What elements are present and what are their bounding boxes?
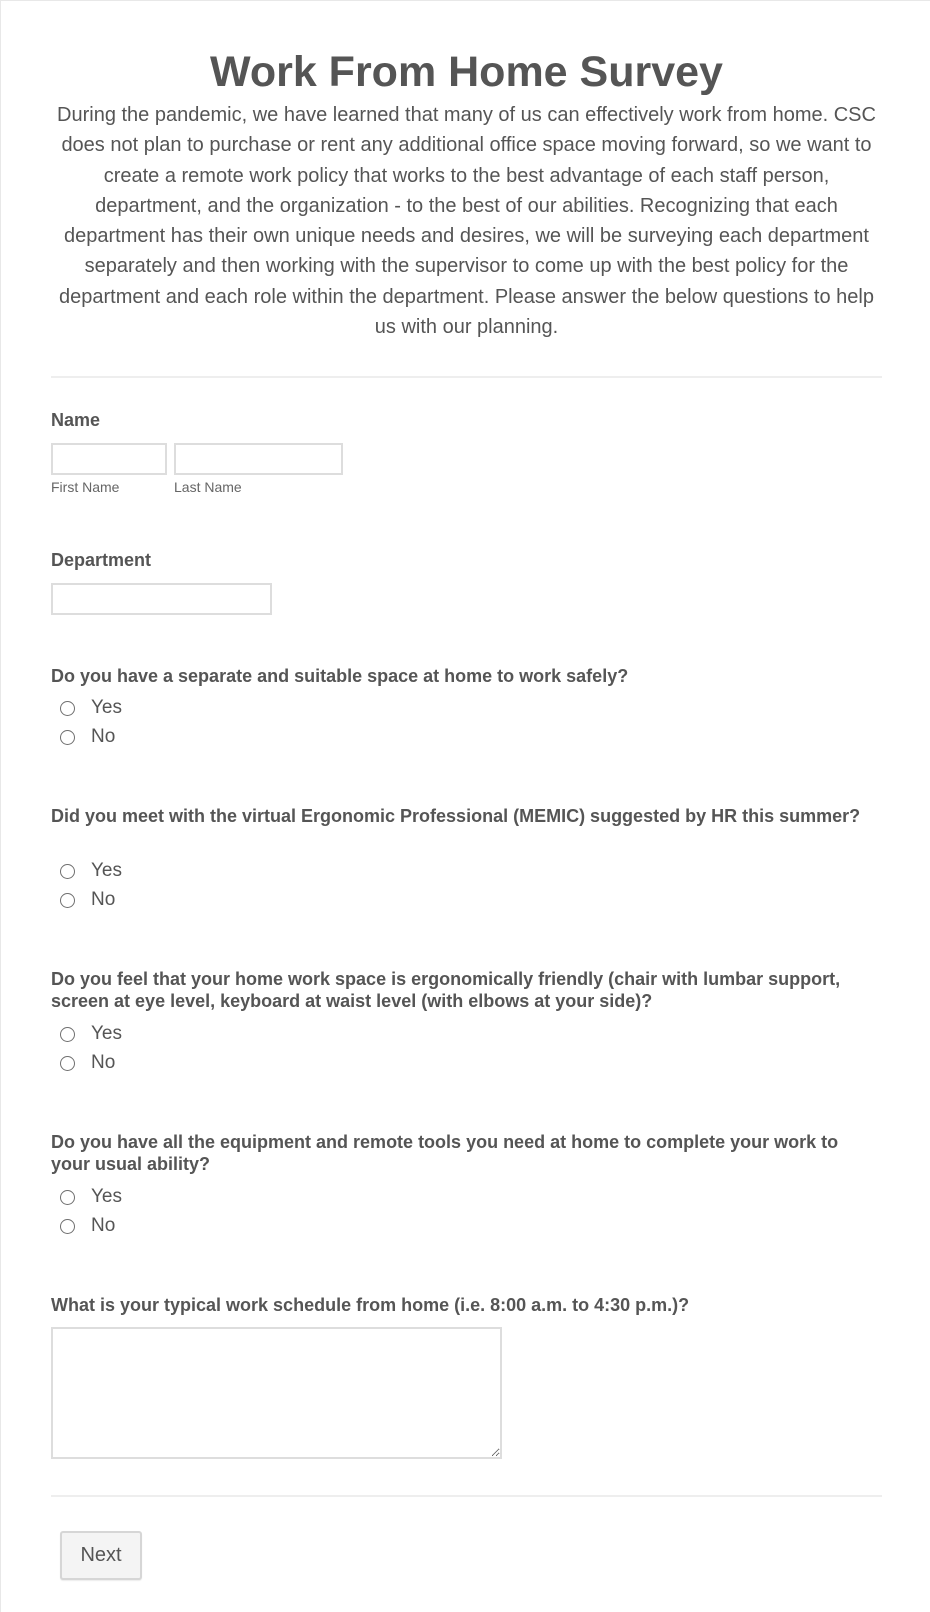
option-label: Yes (91, 1186, 122, 1207)
option-label: No (91, 726, 116, 747)
radio-button-icon[interactable] (60, 1190, 75, 1205)
last-name-input[interactable] (174, 443, 343, 475)
department-label: Department (51, 550, 152, 570)
option-label: No (91, 1052, 116, 1073)
radio-button-icon[interactable] (60, 1056, 75, 1071)
option-label: Yes (91, 1023, 122, 1044)
footer-divider (51, 1495, 882, 1497)
question-2-option-yes[interactable] (60, 858, 122, 884)
question-3-label: Do you feel that your home work space is ergonomically friendly (chair with lumbar support, screen at eye level, keyboard at waist level (with elbows at your side)? (51, 969, 841, 1011)
question-1-option-no[interactable] (60, 724, 115, 750)
first-name-sublabel: First Name (51, 479, 120, 495)
radio-button-icon[interactable] (60, 1219, 75, 1234)
radio-button-icon[interactable] (60, 864, 75, 879)
question-4-option-yes[interactable] (60, 1184, 122, 1210)
radio-button-icon[interactable] (60, 730, 75, 745)
question-3-option-no[interactable] (60, 1050, 115, 1076)
radio-button-icon[interactable] (60, 1027, 75, 1042)
department-input[interactable] (51, 583, 272, 615)
option-label: No (91, 1215, 116, 1236)
question-4-option-no[interactable] (60, 1213, 115, 1239)
schedule-label: What is your typical work schedule from home (i.e. 8:00 a.m. to 4:30 p.m.)? (51, 1295, 690, 1315)
schedule-textarea[interactable] (51, 1327, 502, 1459)
last-name-sublabel: Last Name (174, 479, 242, 495)
question-1-label: Do you have a separate and suitable space at home to work safely? (51, 666, 629, 686)
survey-description: During the pandemic, we have learned that many of us can effectively work from home. CSC does not plan to purchase or rent any additional office space moving forward, so we want to create a remote work policy that works to the best advantage of each staff person, department, and the organization - to the best of our abilities. Recognizing that each department has their own unique needs and desires, we will be surveying each department separately and then working with the supervisor to come up with the best policy for the department and each role within the department. Please answer the below questions to help us with our planning. (57, 104, 876, 339)
page-title: Work From Home Survey (210, 48, 723, 96)
question-3-option-yes[interactable] (60, 1021, 122, 1047)
question-1-option-yes[interactable] (60, 695, 122, 721)
option-label: Yes (91, 860, 122, 881)
first-name-input[interactable] (51, 443, 167, 475)
header-divider (51, 376, 882, 378)
radio-button-icon[interactable] (60, 701, 75, 716)
radio-button-icon[interactable] (60, 893, 75, 908)
option-label: Yes (91, 697, 122, 718)
question-2-label: Did you meet with the virtual Ergonomic Professional (MEMIC) suggested by HR this summer? (51, 806, 861, 826)
next-button[interactable]: Next (60, 1531, 142, 1580)
question-2-option-no[interactable] (60, 887, 115, 913)
option-label: No (91, 889, 116, 910)
name-label: Name (51, 410, 101, 430)
question-4-label: Do you have all the equipment and remote tools you need at home to complete your work to your usual ability? (51, 1132, 839, 1174)
